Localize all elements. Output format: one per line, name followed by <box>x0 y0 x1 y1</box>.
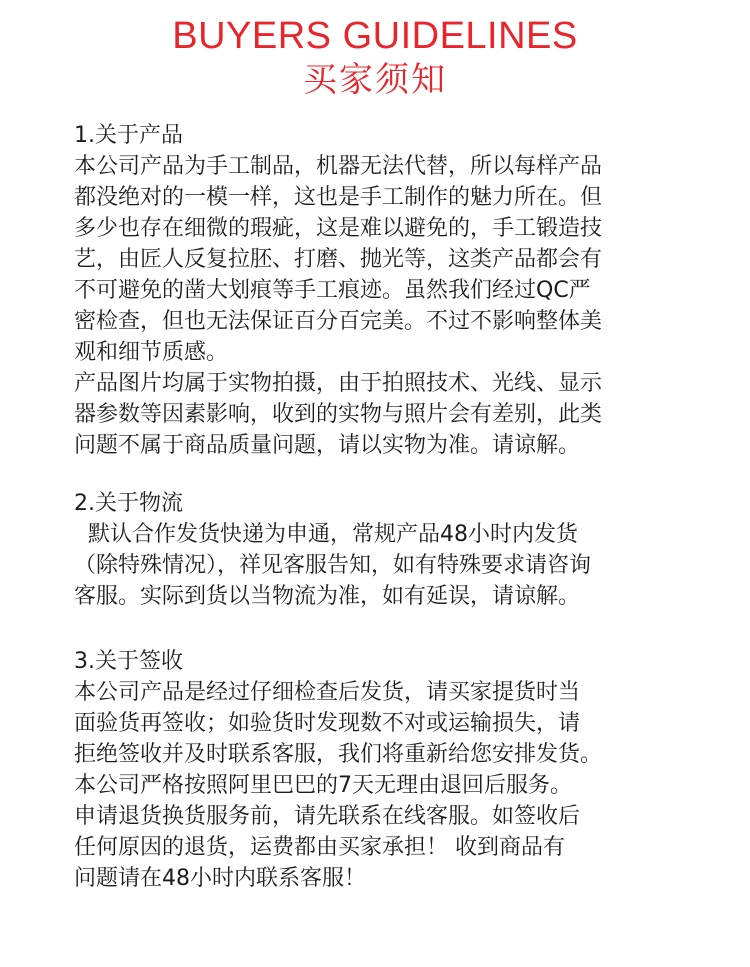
paragraph-line: 本公司严格按照阿里巴巴的7天无理由退回后服务。 <box>74 773 572 798</box>
paragraph-line: 不可避免的凿大划痕等手工痕迹。虽然我们经过QC严 <box>74 278 591 303</box>
title-english: BUYERS GUIDELINES <box>172 15 578 57</box>
page-header <box>0 14 750 102</box>
section-receipt <box>74 646 694 894</box>
paragraph-line: 任何原因的退货，运费都由买家承担！ 收到商品有 <box>74 835 565 860</box>
paragraph-line: 密检查，但也无法保证百分百完美。不过不影响整体美 <box>74 309 603 334</box>
paragraph-line: 拒绝签收并及时联系客服，我们将重新给您安排发货。 <box>74 742 603 767</box>
section-heading: 1.关于产品 <box>74 123 183 148</box>
paragraph-line: 都没绝对的一模一样，这也是手工制作的魅力所在。但 <box>74 185 603 210</box>
paragraph-line: 器参数等因素影响，收到的实物与照片会有差别，此类 <box>74 402 603 427</box>
paragraph-line: 问题不属于商品质量问题，请以实物为准。请谅解。 <box>74 433 581 458</box>
paragraph-line: （除特殊情况），祥见客服告知，如有特殊要求请咨询 <box>74 553 592 578</box>
section-heading: 3.关于签收 <box>74 649 183 674</box>
section-heading: 2.关于物流 <box>74 491 183 516</box>
paragraph-line: 多少也存在细微的瑕疵，这是难以避免的，手工锻造技 <box>74 216 603 241</box>
paragraph-line: 问题请在48小时内联系客服！ <box>74 866 366 891</box>
paragraph-line: 客服。实际到货以当物流为准，如有延误，请谅解。 <box>74 584 581 609</box>
paragraph-line: 面验货再签收；如验货时发现数不对或运输损失，请 <box>74 711 581 736</box>
paragraph-line: 默认合作发货快递为申通，常规产品48小时内发货 <box>74 522 578 547</box>
paragraph-line: 申请退货换货服务前，请先联系在线客服。如签收后 <box>74 804 581 829</box>
title-chinese: 买家须知 <box>303 60 447 100</box>
paragraph-line: 本公司产品是经过仔细检查后发货，请买家提货时当 <box>74 680 581 705</box>
section-logistics <box>74 488 694 612</box>
paragraph-line: 本公司产品为手工制品，机器无法代替，所以每样产品 <box>74 154 603 179</box>
paragraph-line: 观和细节质感。 <box>74 340 229 365</box>
paragraph-line: 产品图片均属于实物拍摄，由于拍照技术、光线、显示 <box>74 371 603 396</box>
paragraph-line: 艺，由匠人反复拉胚、打磨、抛光等，这类产品都会有 <box>74 247 603 272</box>
section-product <box>74 120 694 461</box>
